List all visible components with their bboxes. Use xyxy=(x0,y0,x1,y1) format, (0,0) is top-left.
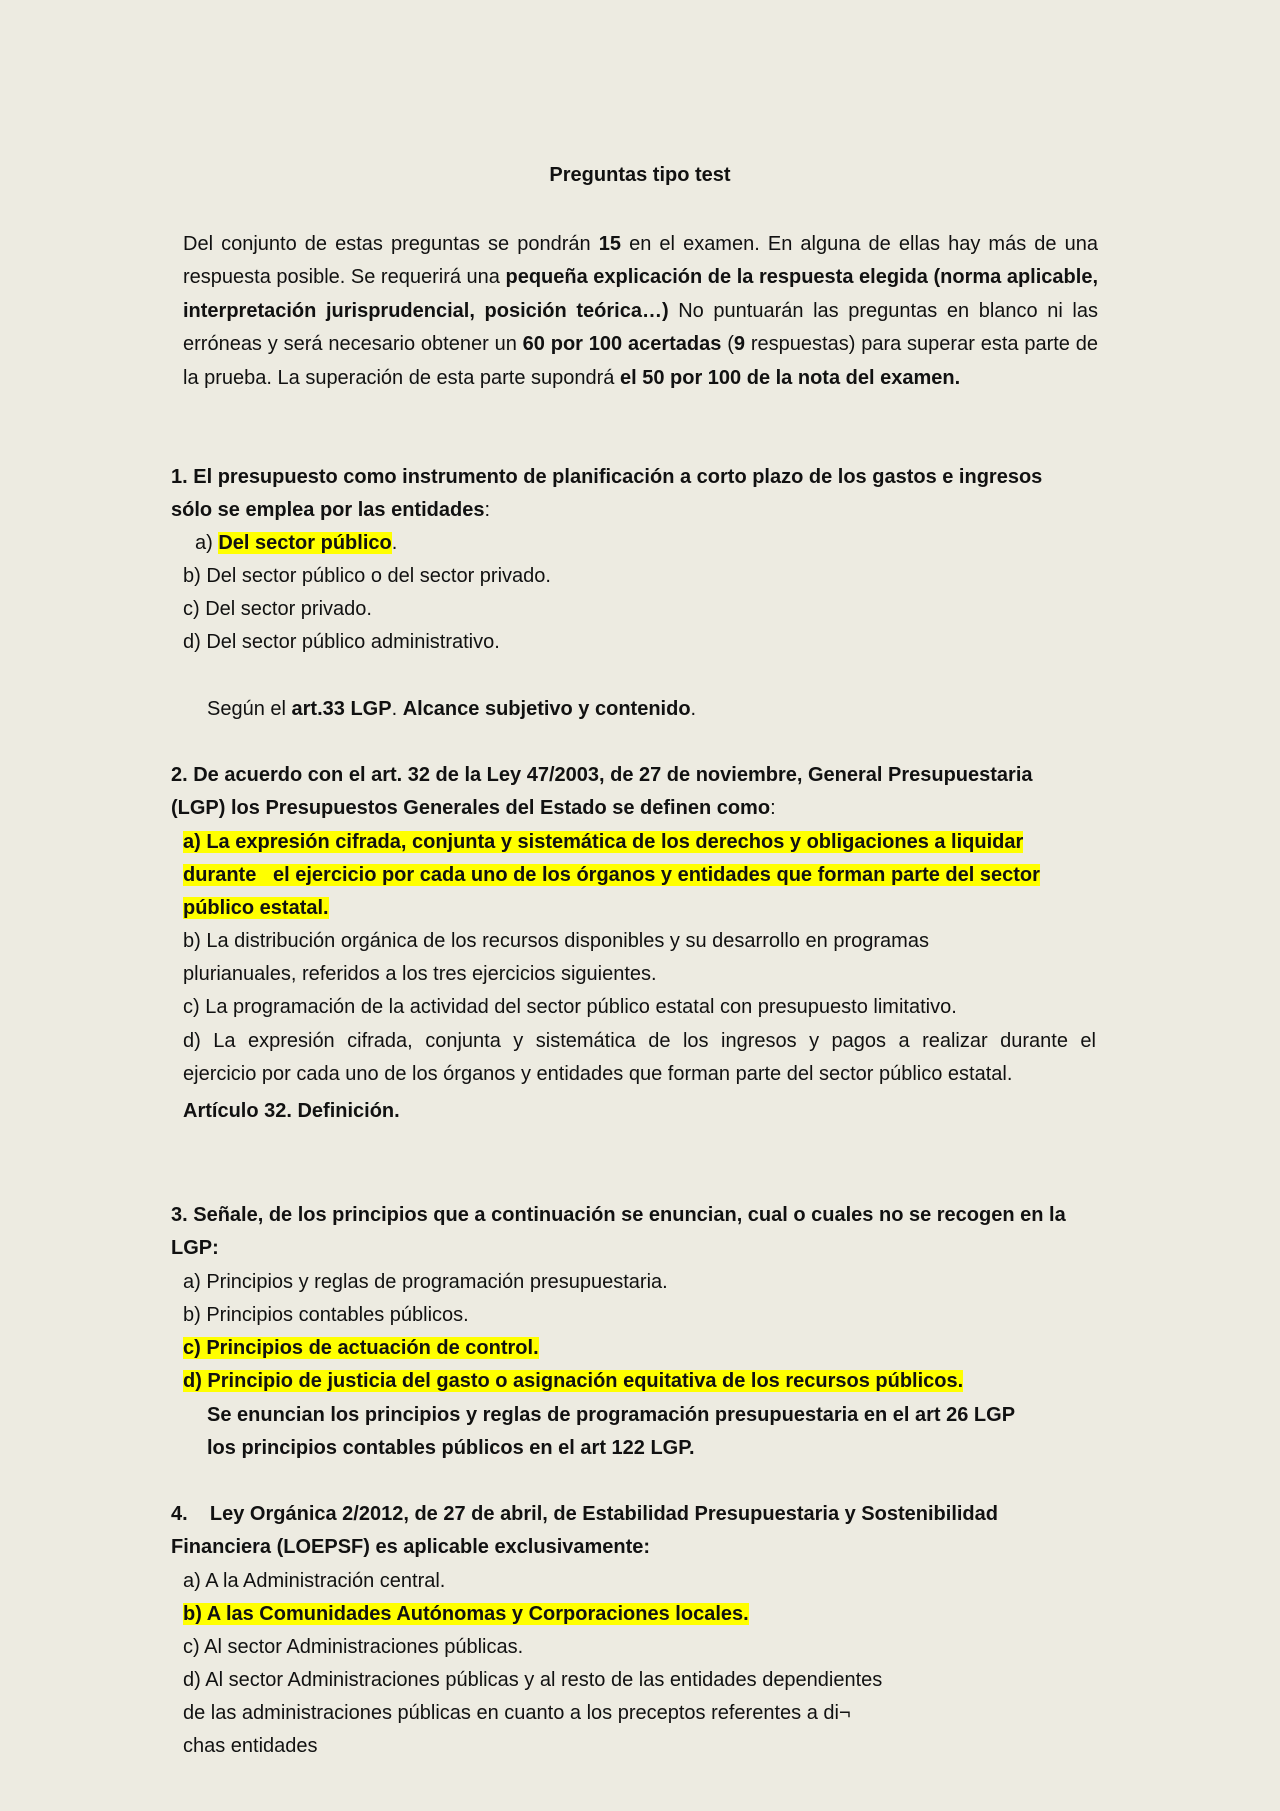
q4-option-d-line1: d) Al sector Administraciones públicas y al resto de las entidades dependientes xyxy=(183,1669,883,1691)
q2-explanation: Artículo 32. Definición. xyxy=(183,1100,400,1122)
q2-option-d-line2: ejercicio por cada uno de los órganos y entidades que forman parte del sector público estatal. xyxy=(183,1063,1013,1085)
intro-bold: el 50 por 100 de la nota del examen. xyxy=(619,366,961,389)
q3-explanation-line2: los principios contables públicos en el art 122 LGP. xyxy=(207,1437,695,1459)
q3-explanation-line1: Se enuncian los principios y reglas de programación presupuestaria en el art 26 LGP xyxy=(207,1404,1016,1426)
q4-statement-line2: Financiera (LOEPSF) es aplicable exclusivamente: xyxy=(171,1536,651,1558)
q1-statement-line1: 1. El presupuesto como instrumento de planificación a corto plazo de los gastos e ingresos xyxy=(171,466,1043,488)
intro-text: ( xyxy=(721,333,734,356)
q1-statement-colon: : xyxy=(484,499,491,521)
intro-bold: 60 por 100 acertadas xyxy=(522,333,722,356)
q2-statement-text: (LGP) los Presupuestos Generales del Estado se definen como xyxy=(171,797,771,819)
q3-option-d-answer: d) Principio de justicia del gasto o asignación equitativa de los recursos públicos. xyxy=(183,1370,964,1392)
q2-statement-colon: : xyxy=(770,797,776,819)
q2-statement-line1: 2. De acuerdo con el art. 32 de la Ley 47/2003, de 27 de noviembre, General Presupuestaria xyxy=(171,764,1033,786)
q1-option-c: c) Del sector privado. xyxy=(183,598,372,620)
q2-option-a-line3 xyxy=(183,893,329,923)
q1-explanation-text: . xyxy=(690,698,697,720)
q1-explanation xyxy=(207,694,696,724)
q2-option-d-line1: d) La expresión cifrada, conjunta y sistemática de los ingresos y pagos a realizar durante el xyxy=(183,1030,1096,1052)
document-title: Preguntas tipo test xyxy=(549,164,731,186)
q1-option-a-answer: Del sector público xyxy=(218,532,392,554)
intro-paragraph xyxy=(183,228,1098,395)
q1-option-a-letter: a) xyxy=(195,532,219,554)
q2-option-a-answer: público estatal. xyxy=(183,897,329,919)
q1-option-d: d) Del sector público administrativo. xyxy=(183,631,500,653)
q4-option-a: a) A la Administración central. xyxy=(183,1570,446,1592)
q2-option-a-answer: a) La expresión cifrada, conjunta y sistemática de los derechos y obligaciones a liquidar xyxy=(183,831,1024,853)
q3-option-b: b) Principios contables públicos. xyxy=(183,1304,469,1326)
q1-explanation-text: . xyxy=(391,698,403,720)
q4-option-d-line2: de las administraciones públicas en cuanto a los preceptos referentes a di¬ xyxy=(183,1702,851,1724)
q4-option-c: c) Al sector Administraciones públicas. xyxy=(183,1636,524,1658)
q2-option-b-line1: b) La distribución orgánica de los recursos disponibles y su desarrollo en programas xyxy=(183,930,929,952)
intro-text: respuestas) para superar esta parte de la prueba. La superación de esta parte supondrá xyxy=(183,333,1099,389)
q4-option-d-line3: chas entidades xyxy=(183,1735,318,1757)
q1-statement-text: sólo se emplea por las entidades xyxy=(171,499,485,521)
q2-option-a-line2 xyxy=(183,860,1040,890)
q4-option-b-answer: b) A las Comunidades Autónomas y Corporaciones locales. xyxy=(183,1603,749,1625)
q3-option-a: a) Principios y reglas de programación presupuestaria. xyxy=(183,1271,668,1293)
intro-text: No puntuarán las preguntas en blanco ni las erróneas y será necesario obtener un xyxy=(183,299,1098,356)
q1-statement-line2 xyxy=(171,495,490,525)
intro-bold: 15 xyxy=(598,233,621,255)
q2-option-a-answer: durante el ejercicio por cada uno de los órganos y entidades que forman parte del sector xyxy=(183,864,1040,886)
q1-option-b: b) Del sector público o del sector privado. xyxy=(183,565,551,587)
intro-bold: pequeña explicación de la respuesta elegida (norma aplicable, interpretación jurisprudencial, posición teórica…) xyxy=(183,266,1098,322)
q3-option-d xyxy=(183,1366,963,1396)
intro-text: Del conjunto de estas preguntas se pondrán xyxy=(183,233,599,255)
q3-option-c-answer: c) Principios de actuación de control. xyxy=(183,1337,539,1359)
q4-option-b xyxy=(183,1599,749,1629)
q2-option-c: c) La programación de la actividad del sector público estatal con presupuesto limitativo. xyxy=(183,996,957,1018)
q3-option-c xyxy=(183,1333,539,1363)
q2-option-b-line2: plurianuales, referidos a los tres ejercicios siguientes. xyxy=(183,963,657,985)
q1-option-a xyxy=(195,528,397,558)
q3-statement-line1: 3. Señale, de los principios que a continuación se enuncian, cual o cuales no se recogen en la xyxy=(171,1204,1066,1226)
intro-bold: 9 xyxy=(733,333,746,356)
intro-text: en el examen. En alguna de ellas hay más de una respuesta posible. Se requerirá una xyxy=(183,233,1098,289)
q1-explanation-bold: Alcance subjetivo y contenido xyxy=(402,698,691,720)
q1-explanation-text: Según el xyxy=(207,698,292,720)
q1-option-a-period: . xyxy=(391,532,398,554)
q2-option-a-line1 xyxy=(183,827,1023,857)
q4-statement-line1: 4. Ley Orgánica 2/2012, de 27 de abril, de Estabilidad Presupuestaria y Sostenibilidad xyxy=(171,1503,998,1525)
q2-statement-line2 xyxy=(171,793,776,823)
q3-statement-line2: LGP: xyxy=(171,1237,219,1259)
q1-explanation-bold: art.33 LGP xyxy=(291,698,392,720)
